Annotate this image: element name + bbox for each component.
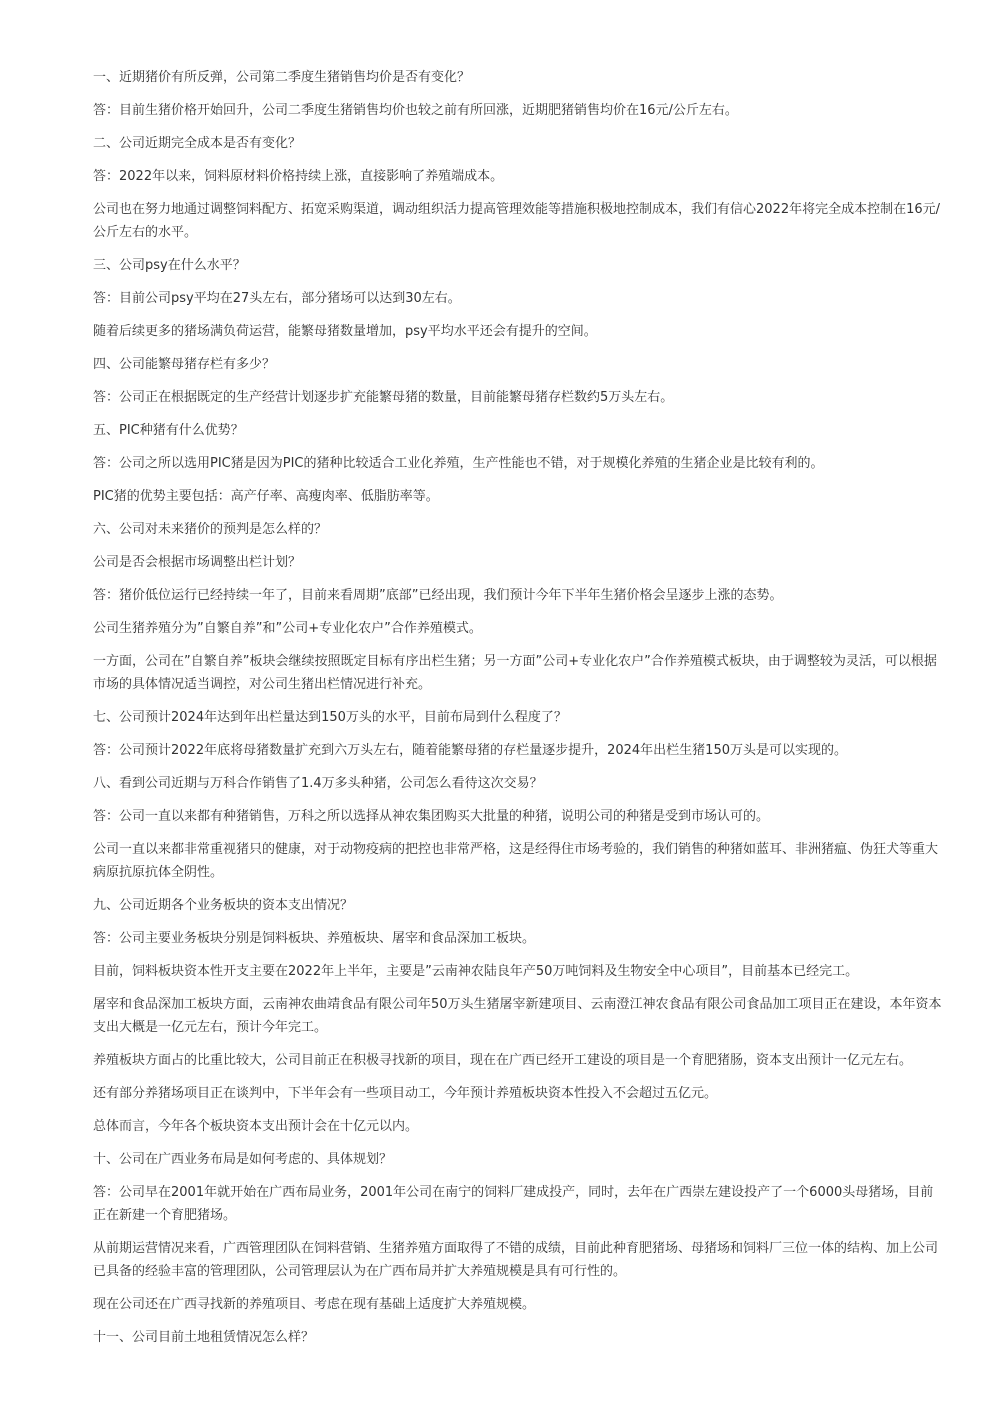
document-body xyxy=(93,66,945,1359)
body-paragraph: 屠宰和食品深加工板块方面，云南神农曲靖食品有限公司年50万头生猪屠宰新建项目、云南澄江神农食品有限公司食品加工项目正在建设，本年资本支出大概是一亿元左右，预计今年完工。 xyxy=(93,997,942,1035)
question-paragraph: 二、公司近期完全成本是否有变化？ xyxy=(93,136,302,151)
question-paragraph: 八、看到公司近期与万科合作销售了1.4万多头种猪，公司怎么看待这次交易？ xyxy=(93,776,543,791)
question-paragraph: 一、近期猪价有所反弹，公司第二季度生猪销售均价是否有变化？ xyxy=(93,70,471,85)
answer-paragraph: 答：公司之所以选用PIC猪是因为PIC的猪种比较适合工业化养殖，生产性能也不错，对于规模化养殖的生猪企业是比较有利的。 xyxy=(93,456,824,471)
body-paragraph: 目前，饲料板块资本性开支主要在2022年上半年，主要是”云南神农陆良年产50万吨饲料及生物安全中心项目”，目前基本已经完工。 xyxy=(93,964,859,979)
body-paragraph: 公司一直以来都非常重视猪只的健康，对于动物疫病的把控也非常严格，这是经得住市场考验的，我们销售的种猪如蓝耳、非洲猪瘟、伪狂犬等重大病原抗原抗体全阴性。 xyxy=(93,842,939,880)
question-paragraph: 七、公司预计2024年达到年出栏量达到150万头的水平，目前布局到什么程度了？ xyxy=(93,710,567,725)
answer-paragraph: 答：公司早在2001年就开始在广西布局业务，2001年公司在南宁的饲料厂建成投产，同时，去年在广西崇左建设投产了一个6000头母猪场，目前正在新建一个育肥猪场。 xyxy=(93,1185,934,1223)
body-paragraph: 随着后续更多的猪场满负荷运营，能繁母猪数量增加，psy平均水平还会有提升的空间。 xyxy=(93,324,597,339)
body-paragraph: 现在公司还在广西寻找新的养殖项目、考虑在现有基础上适度扩大养殖规模。 xyxy=(93,1297,536,1312)
body-paragraph: 公司也在努力地通过调整饲料配方、拓宽采购渠道，调动组织活力提高管理效能等措施积极地控制成本，我们有信心2022年将完全成本控制在16元/公斤左右的水平。 xyxy=(93,202,941,240)
answer-paragraph: 答：公司预计2022年底将母猪数量扩充到六万头左右，随着能繁母猪的存栏量逐步提升，2024年出栏生猪150万头是可以实现的。 xyxy=(93,743,847,758)
body-paragraph: 养殖板块方面占的比重比较大，公司目前正在积极寻找新的项目，现在在广西已经开工建设的项目是一个育肥猪肠，资本支出预计一亿元左右。 xyxy=(93,1053,913,1068)
body-paragraph: 一方面，公司在”自繁自养”板块会继续按照既定目标有序出栏生猪；另一方面”公司+专业化农户”合作养殖模式板块，由于调整较为灵活，可以根据市场的具体情况适当调控，对公司生猪出栏情况进行补充。 xyxy=(93,654,937,692)
question-paragraph: 三、公司psy在什么水平？ xyxy=(93,258,246,273)
body-paragraph: 总体而言，今年各个板块资本支出预计会在十亿元以内。 xyxy=(93,1119,419,1134)
answer-paragraph: 答：公司正在根据既定的生产经营计划逐步扩充能繁母猪的数量，目前能繁母猪存栏数约5万头左右。 xyxy=(93,390,674,405)
body-paragraph: PIC猪的优势主要包括：高产仔率、高瘦肉率、低脂肪率等。 xyxy=(93,489,439,504)
answer-paragraph: 答：公司一直以来都有种猪销售，万科之所以选择从神农集团购买大批量的种猪，说明公司的种猪是受到市场认可的。 xyxy=(93,809,770,824)
question-paragraph: 四、公司能繁母猪存栏有多少？ xyxy=(93,357,276,372)
body-paragraph: 从前期运营情况来看，广西管理团队在饲料营销、生猪养殖方面取得了不错的成绩，目前此种育肥猪场、母猪场和饲料厂三位一体的结构、加上公司已具备的经验丰富的管理团队，公司管理层认为在广西布局并扩大养殖规模是具有可行性的。 xyxy=(93,1241,939,1279)
question-paragraph: 六、公司对未来猪价的预判是怎么样的？ xyxy=(93,522,328,537)
answer-paragraph: 答：猪价低位运行已经持续一年了，目前来看周期”底部”已经出现，我们预计今年下半年生猪价格会呈逐步上涨的态势。 xyxy=(93,588,783,603)
question-paragraph: 十一、公司目前土地租赁情况怎么样？ xyxy=(93,1330,315,1345)
question-paragraph: 九、公司近期各个业务板块的资本支出情况？ xyxy=(93,898,354,913)
answer-paragraph: 答：目前公司psy平均在27头左右，部分猪场可以达到30左右。 xyxy=(93,291,461,306)
answer-paragraph: 答：目前生猪价格开始回升，公司二季度生猪销售均价也较之前有所回涨，近期肥猪销售均价在16元/公斤左右。 xyxy=(93,103,738,118)
body-paragraph: 公司生猪养殖分为”自繁自养”和”公司+专业化农户”合作养殖模式。 xyxy=(93,621,482,636)
question-paragraph: 五、PIC种猪有什么优势？ xyxy=(93,423,244,438)
answer-paragraph: 答：2022年以来，饲料原材料价格持续上涨，直接影响了养殖端成本。 xyxy=(93,169,504,184)
question-paragraph: 公司是否会根据市场调整出栏计划？ xyxy=(93,555,302,570)
body-paragraph: 还有部分养猪场项目正在谈判中，下半年会有一些项目动工，今年预计养殖板块资本性投入不会超过五亿元。 xyxy=(93,1086,718,1101)
answer-paragraph: 答：公司主要业务板块分别是饲料板块、养殖板块、屠宰和食品深加工板块。 xyxy=(93,931,536,946)
question-paragraph: 十、公司在广西业务布局是如何考虑的、具体规划？ xyxy=(93,1152,393,1167)
